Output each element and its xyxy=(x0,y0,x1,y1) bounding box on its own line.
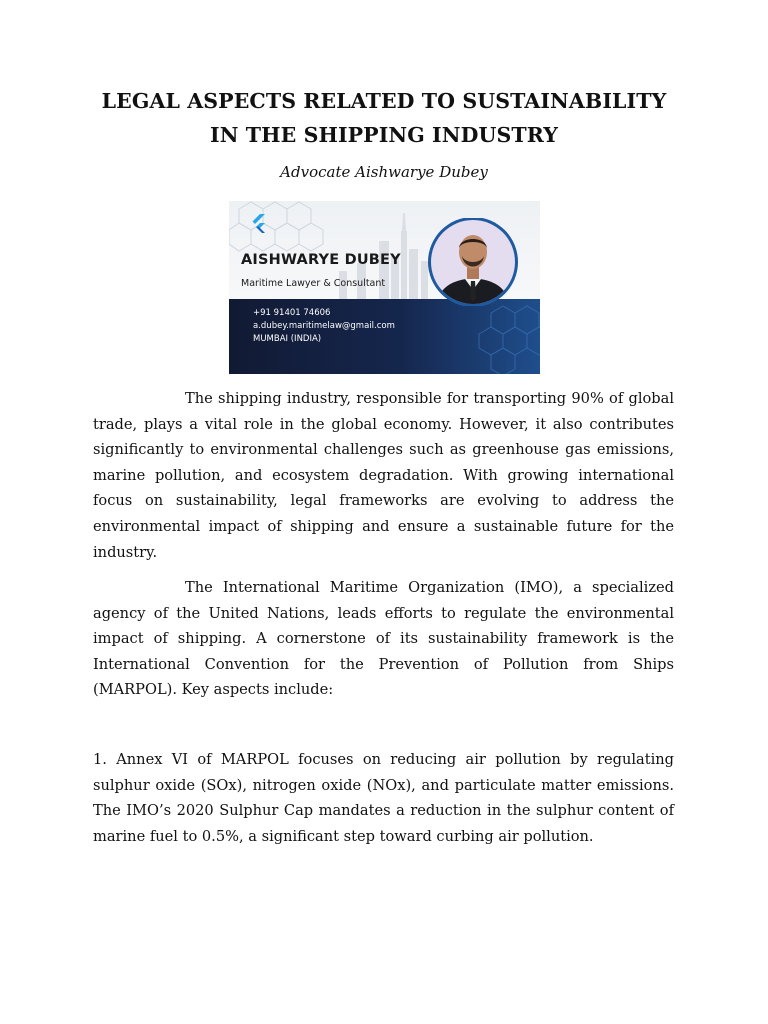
card-phone: +91 91401 74606 xyxy=(253,308,331,318)
portrait-photo xyxy=(425,218,523,306)
title-line-2: IN THE SHIPPING INDUSTRY xyxy=(210,123,558,147)
author-byline: Advocate Aishwarye Dubey xyxy=(280,163,488,181)
card-role: Maritime Lawyer & Consultant xyxy=(241,278,386,289)
card-location: MUMBAI (INDIA) xyxy=(253,334,322,344)
business-card-image xyxy=(229,201,540,374)
flutter-logo-icon xyxy=(251,214,267,234)
card-name: AISHWARYE DUBEY xyxy=(241,252,401,268)
title-line-1: LEGAL ASPECTS RELATED TO SUSTAINABILITY xyxy=(101,89,667,113)
paragraph-imo: The International Maritime Organization (IMO), a specialized agency of the United Nations, leads efforts to regulate the environmental impact of shipping. A cornerstone of its sustainability framework is the International Convention for the Prevention of Pollution from Ships (MARPOL). Key aspects include: xyxy=(93,579,674,699)
paragraph-intro: The shipping industry, responsible for transporting 90% of global trade, plays a vital role in the global economy. However, it also contributes significantly to environmental challenges such as greenhouse gas emissions, marine pollution, and ecosystem degradation. With growing international focus on sustainability, legal frameworks are evolving to address the environmental impact of shipping and ensure a sustainable future for the industry. xyxy=(93,390,674,561)
paragraph-annex-vi: 1. Annex VI of MARPOL focuses on reducing air pollution by regulating sulphur oxide (SOx), nitrogen oxide (NOx), and particulate matter emissions. The IMO’s 2020 Sulphur Cap mandates a reduction in the sulphur content of marine fuel to 0.5%, a significant step toward curbing air pollution. xyxy=(93,751,674,845)
document-title xyxy=(60,84,708,152)
card-email: a.dubey.maritimelaw@gmail.com xyxy=(253,321,395,331)
